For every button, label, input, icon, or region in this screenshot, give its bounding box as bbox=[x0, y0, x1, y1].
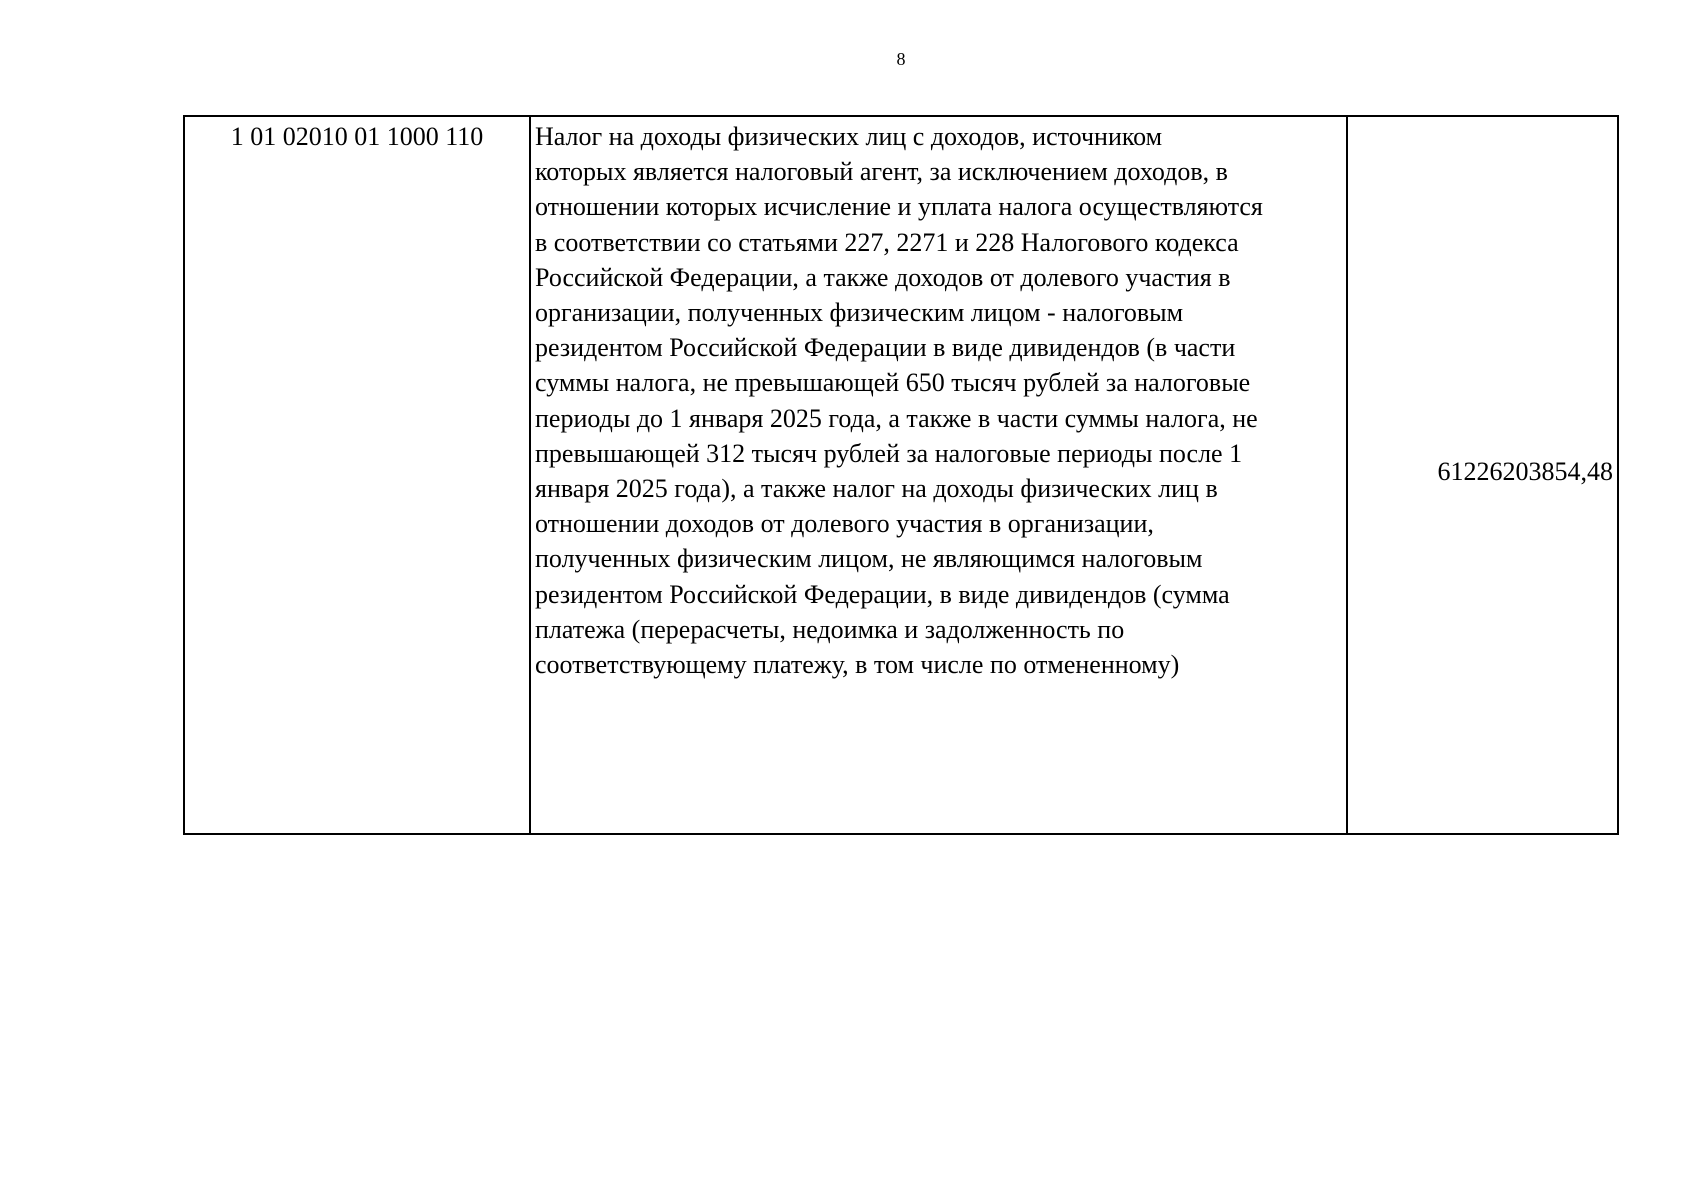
description-line: суммы налога, не превышающей 650 тысяч рублей за налоговые bbox=[535, 368, 1251, 398]
description-line: организации, полученных физическим лицом - налоговым bbox=[535, 298, 1184, 328]
description-line: превышающей 312 тысяч рублей за налоговые периоды после 1 bbox=[535, 438, 1243, 468]
description-line: платежа (перерасчеты, недоимка и задолженность по bbox=[535, 614, 1125, 644]
description-line: января 2025 года), а также налог на доходы физических лиц в bbox=[535, 474, 1218, 504]
description-line: резидентом Российской Федерации в виде дивидендов (в части bbox=[535, 333, 1236, 363]
amount-value: 61226203854,48 bbox=[1437, 456, 1613, 486]
description-line: Российской Федерации, а также доходов от долевого участия в bbox=[535, 262, 1231, 292]
revenue-description-cell bbox=[530, 116, 1347, 834]
description-line: периоды до 1 января 2025 года, а также в части суммы налога, не bbox=[535, 403, 1258, 433]
page-number: 8 bbox=[896, 49, 906, 69]
budget-classification-code-cell bbox=[184, 116, 530, 834]
description-line: резидентом Российской Федерации, в виде дивидендов (сумма bbox=[535, 579, 1230, 609]
budget-classification-code: 1 01 02010 01 1000 110 bbox=[230, 122, 484, 151]
description-line: полученных физическим лицом, не являющимся налоговым bbox=[535, 544, 1203, 574]
budget-revenue-table bbox=[183, 115, 1619, 835]
amount-cell bbox=[1347, 116, 1618, 834]
description-line: отношении доходов от долевого участия в организации, bbox=[535, 509, 1154, 539]
description-line: Налог на доходы физических лиц с доходов, источником bbox=[535, 122, 1163, 151]
description-line: которых является налоговый агент, за исключением доходов, в bbox=[535, 157, 1228, 187]
description-line: в соответствии со статьями 227, 2271 и 228 Налогового кодекса bbox=[535, 227, 1239, 257]
description-line: соответствующему платежу, в том числе по отмененному) bbox=[535, 650, 1180, 680]
description-line: отношении которых исчисление и уплата налога осуществляются bbox=[535, 192, 1263, 222]
table-row bbox=[184, 116, 1618, 834]
